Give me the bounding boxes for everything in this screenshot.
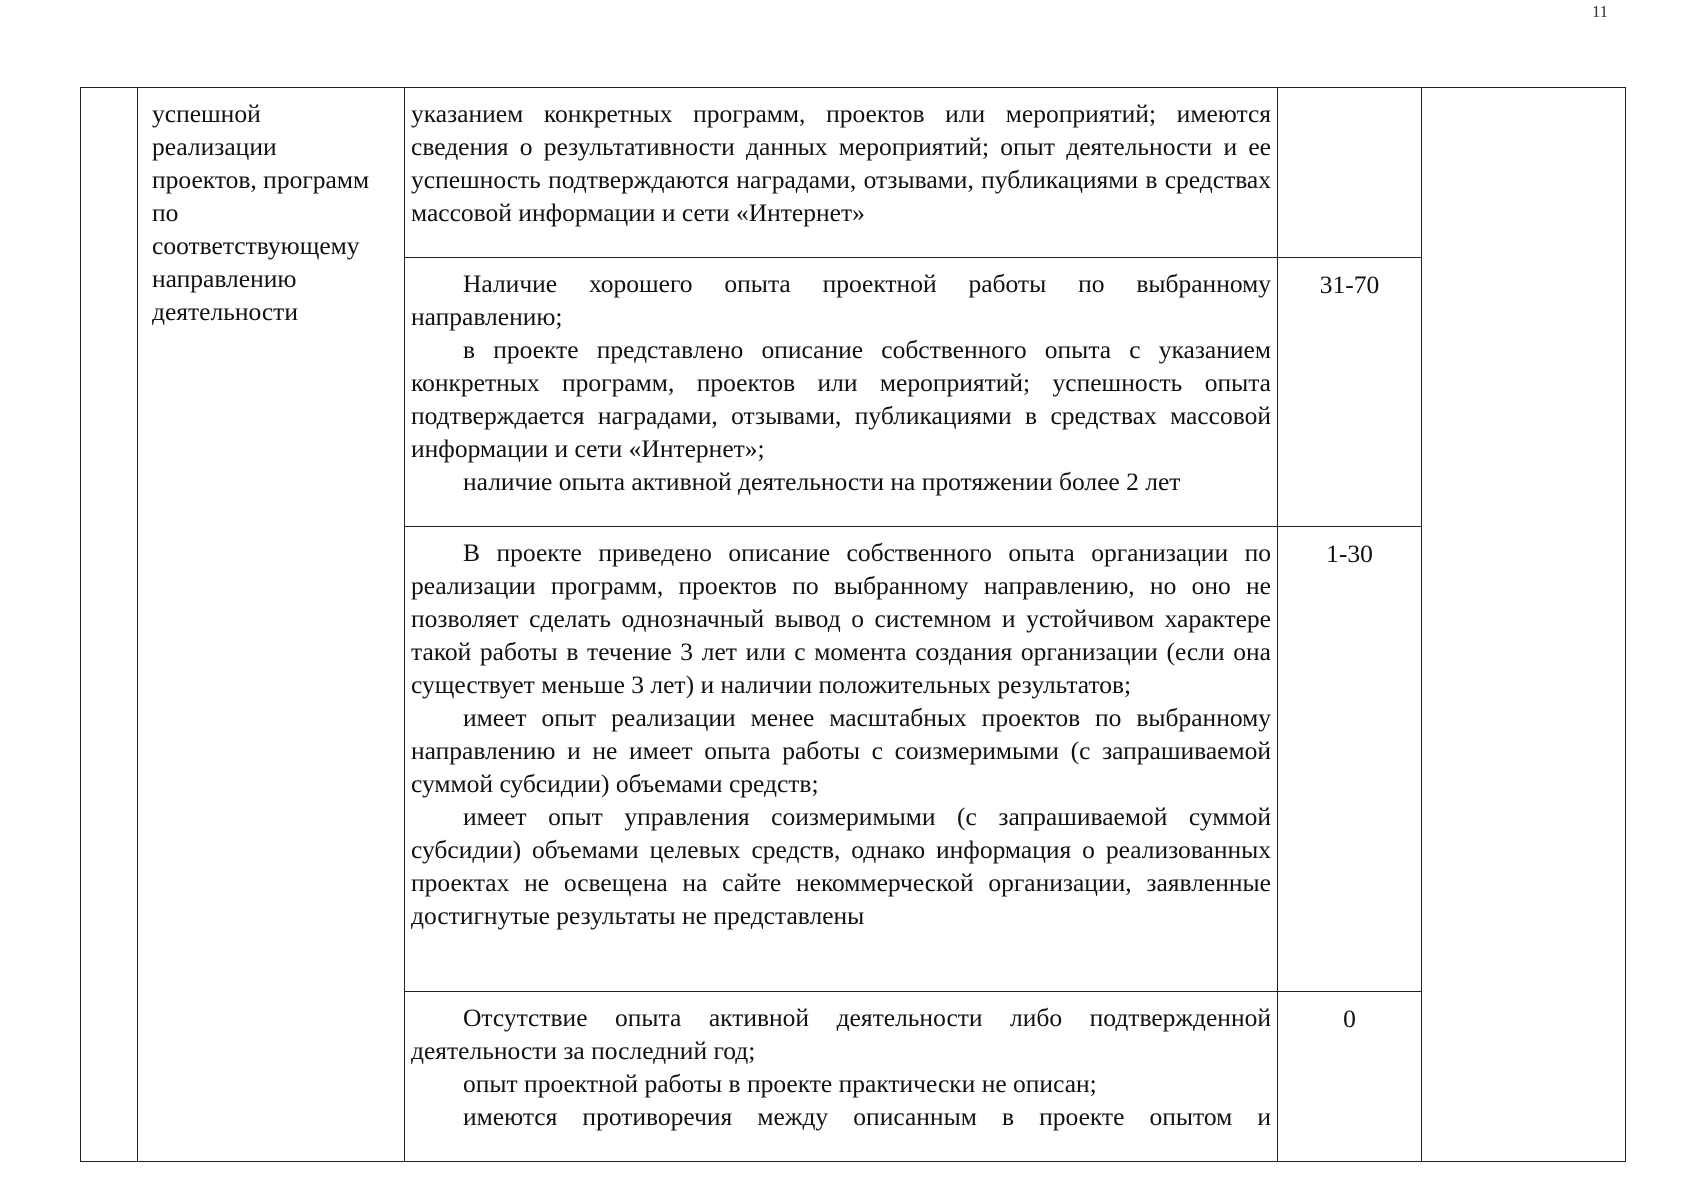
criterion-line: успешной xyxy=(152,99,261,128)
description-cell xyxy=(405,992,1278,1162)
criterion-line: проектов, программ xyxy=(152,165,370,194)
number-cell xyxy=(81,88,138,1162)
score-cell xyxy=(1278,88,1422,258)
table-row xyxy=(81,88,1626,258)
criterion-cell xyxy=(138,88,405,1162)
note-cell xyxy=(1422,88,1626,1162)
description-paragraph: наличие опыта активной деятельности на протяжении более 2 лет xyxy=(463,467,1181,496)
description-paragraph: опыт проектной работы в проекте практически не описан; xyxy=(463,1069,1097,1098)
description-paragraph: имеются противоречия между описанным в проекте опытом и xyxy=(463,1102,1271,1131)
description-paragraph: имеет опыт управления соизмеримыми (с запрашиваемой суммой субсидии) объемами целевых средств, однако информация о реализованных проектах не освещена на сайте некоммерческой организации, заявленные достигнутые результаты не представлены xyxy=(411,802,1271,930)
description-paragraph: в проекте представлено описание собственного опыта с указанием конкретных программ, проектов или мероприятий; успешность опыта подтверждается наградами, отзывами, публикациями в средствах массовой информации и сети «Интернет»; xyxy=(411,335,1271,463)
score-cell: 0 xyxy=(1278,992,1422,1162)
description-cell xyxy=(405,88,1278,258)
criterion-line: соответствующему xyxy=(152,231,360,260)
criterion-line: направлению xyxy=(152,264,297,293)
page-number: 11 xyxy=(1591,2,1609,21)
description-cell xyxy=(405,258,1278,527)
score-cell: 31-70 xyxy=(1278,258,1422,527)
criterion-line: деятельности xyxy=(152,297,298,326)
criterion-line: по xyxy=(152,198,179,227)
description-paragraph: В проекте приведено описание собственного опыта организации по реализации программ, проектов по выбранному направлению, но оно не позволяет сделать однозначный вывод о системном и устойчивом характере такой работы в течение 3 лет или с момента создания организации (если она существует меньше 3 лет) и наличии положительных результатов; xyxy=(411,538,1271,699)
evaluation-criteria-table xyxy=(80,87,1626,1162)
description-paragraph: Наличие хорошего опыта проектной работы по выбранному направлению; xyxy=(411,269,1271,331)
score-cell: 1-30 xyxy=(1278,527,1422,992)
description-paragraph: имеет опыт реализации менее масштабных проектов по выбранному направлению и не имеет опыта работы с соизмеримыми (с запрашиваемой суммой субсидии) объемами средств; xyxy=(411,703,1271,798)
description-paragraph: Отсутствие опыта активной деятельности либо подтвержденной деятельности за последний год; xyxy=(411,1003,1271,1065)
description-paragraph: указанием конкретных программ, проектов или мероприятий; имеются сведения о результативности данных мероприятий; опыт деятельности и ее успешность подтверждаются наградами, отзывами, публикациями в средствах массовой информации и сети «Интернет» xyxy=(411,99,1271,227)
criterion-line: реализации xyxy=(152,132,277,161)
description-cell xyxy=(405,527,1278,992)
